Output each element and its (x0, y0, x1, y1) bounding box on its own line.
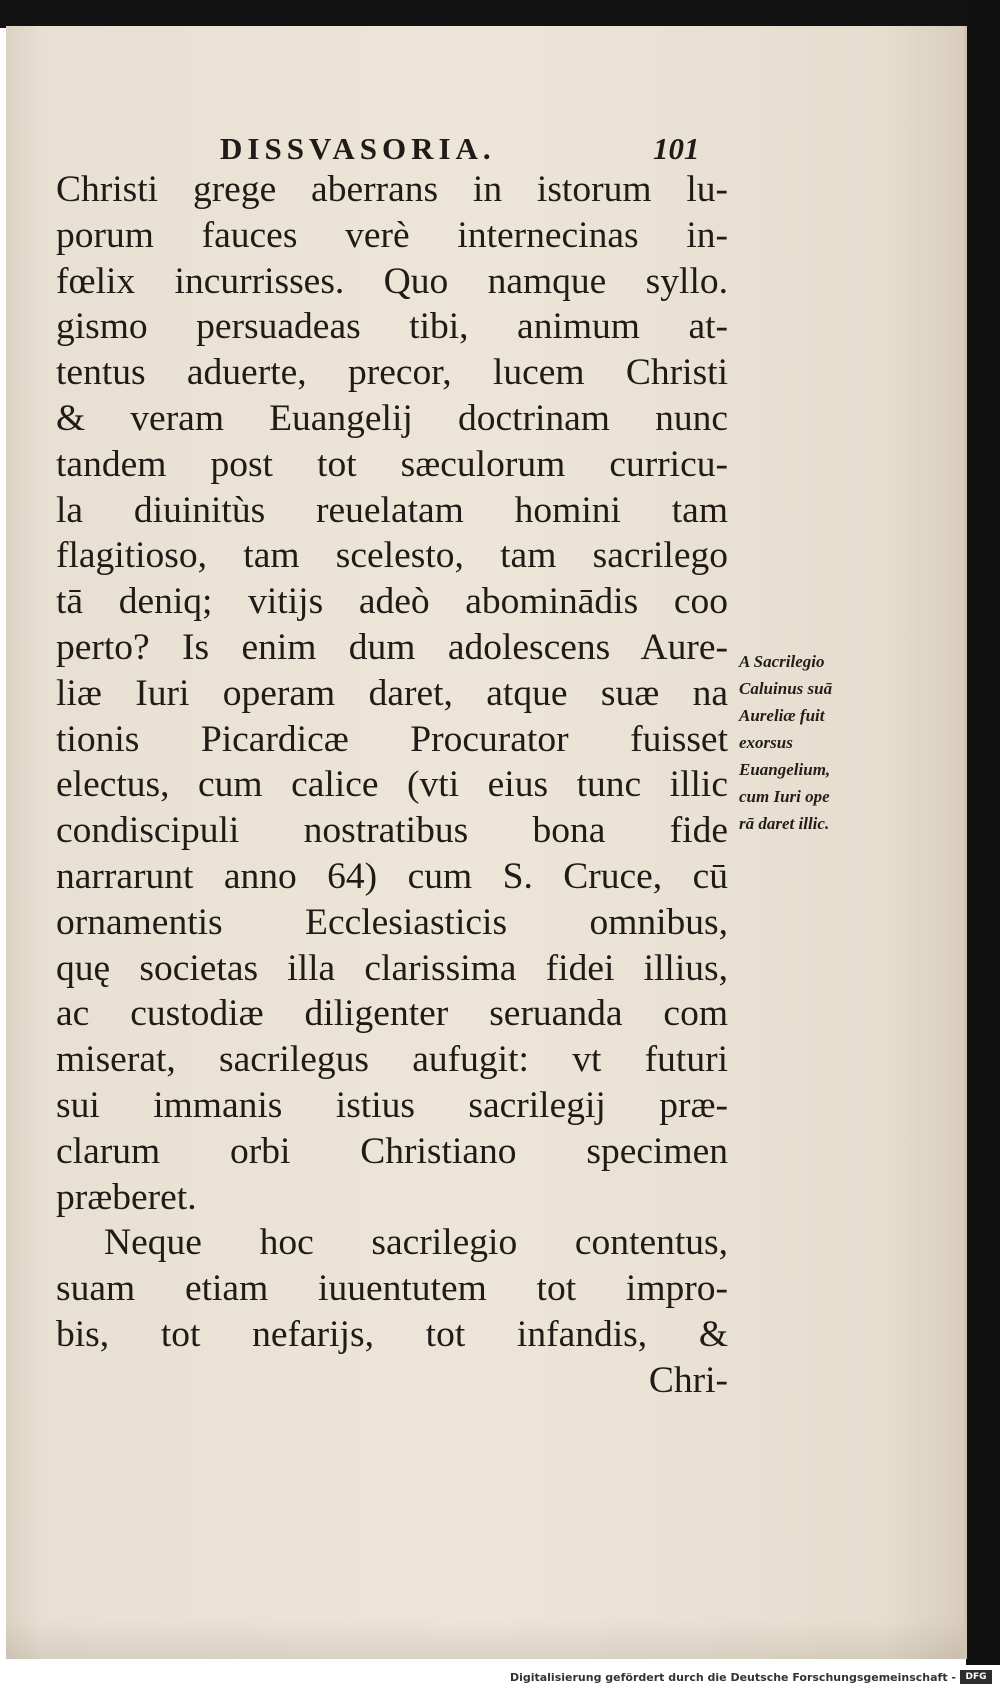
text-line: flagitioso, tam scelesto, tam sacrilego (56, 535, 728, 577)
text-line: la diuinitùs reuelatam homini tam (56, 489, 728, 531)
text-line: tionis Picardicæ Procurator fuisset (56, 718, 728, 760)
text-line: & veram Euangelij doctrinam nunc (56, 397, 728, 439)
text-line: gismo persuadeas tibi, animum at- (56, 306, 728, 348)
text-line: electus, cum calice (vti eius tunc illic (56, 764, 728, 806)
text-line: tā deniq; vitijs adeò abominādis coo (56, 581, 728, 623)
marginal-note (739, 648, 889, 837)
book-page (6, 26, 967, 1659)
book-edge-right (966, 0, 1000, 1665)
text-line: bis, tot nefarijs, tot infandis, & (56, 1313, 728, 1355)
marginal-note-line: Caluinus suā (739, 679, 833, 698)
running-title: DISSVASORIA. (220, 131, 496, 166)
text-line: porum fauces verè internecinas in- (56, 214, 728, 256)
catchword: Chri- (648, 1359, 728, 1401)
running-header (56, 121, 736, 167)
paragraph-1 (56, 167, 736, 1220)
text-line: suam etiam iuuentutem tot impro- (56, 1268, 728, 1310)
text-line: ornamentis Ecclesiasticis omnibus, (56, 901, 728, 943)
text-line: Neque hoc sacrilegio contentus, (104, 1222, 728, 1264)
book-edge-top (0, 0, 1000, 28)
marginal-note-line: cum Iuri ope (739, 787, 830, 806)
text-line: condiscipuli nostratibus bona fide (56, 810, 728, 852)
marginal-note-line: exorsus (739, 733, 793, 752)
text-line: miserat, sacrilegus aufugit: vt futuri (56, 1039, 728, 1081)
text-line: tentus aduerte, precor, lucem Christi (56, 352, 728, 394)
text-line: liæ Iuri operam daret, atque suæ na (56, 672, 728, 714)
page-number: 101 (653, 131, 700, 166)
dfg-logo-icon: DFG (960, 1670, 992, 1684)
text-line: præberet. (56, 1176, 197, 1218)
funding-credit: Digitalisierung gefördert durch die Deutsche Forschungsgemeinschaft - (509, 1671, 956, 1684)
text-line: narrarunt anno 64) cum S. Cruce, cū (56, 855, 728, 897)
marginal-note-line: rā daret illic. (739, 814, 830, 833)
text-block (56, 121, 736, 1404)
text-line: sui immanis istius sacrilegij præ- (56, 1084, 728, 1126)
marginal-note-line: A Sacrilegio (739, 652, 825, 671)
text-line: tandem post tot sæculorum curricu- (56, 443, 728, 485)
marginal-note-line: Euangelium, (739, 760, 831, 779)
text-line: perto? Is enim dum adolescens Aure- (56, 626, 728, 668)
text-line: ac custodiæ diligenter seruanda com (56, 993, 728, 1035)
text-line: quę societas illa clarissima fidei illius, (56, 947, 728, 989)
text-line: clarum orbi Christiano specimen (56, 1130, 728, 1172)
text-line: fœlix incurrisses. Quo namque syllo. (56, 260, 728, 302)
marginal-note-line: Aureliæ fuit (739, 706, 825, 725)
paragraph-2 (56, 1220, 736, 1403)
text-line: Christi grege aberrans in istorum lu- (56, 169, 728, 210)
